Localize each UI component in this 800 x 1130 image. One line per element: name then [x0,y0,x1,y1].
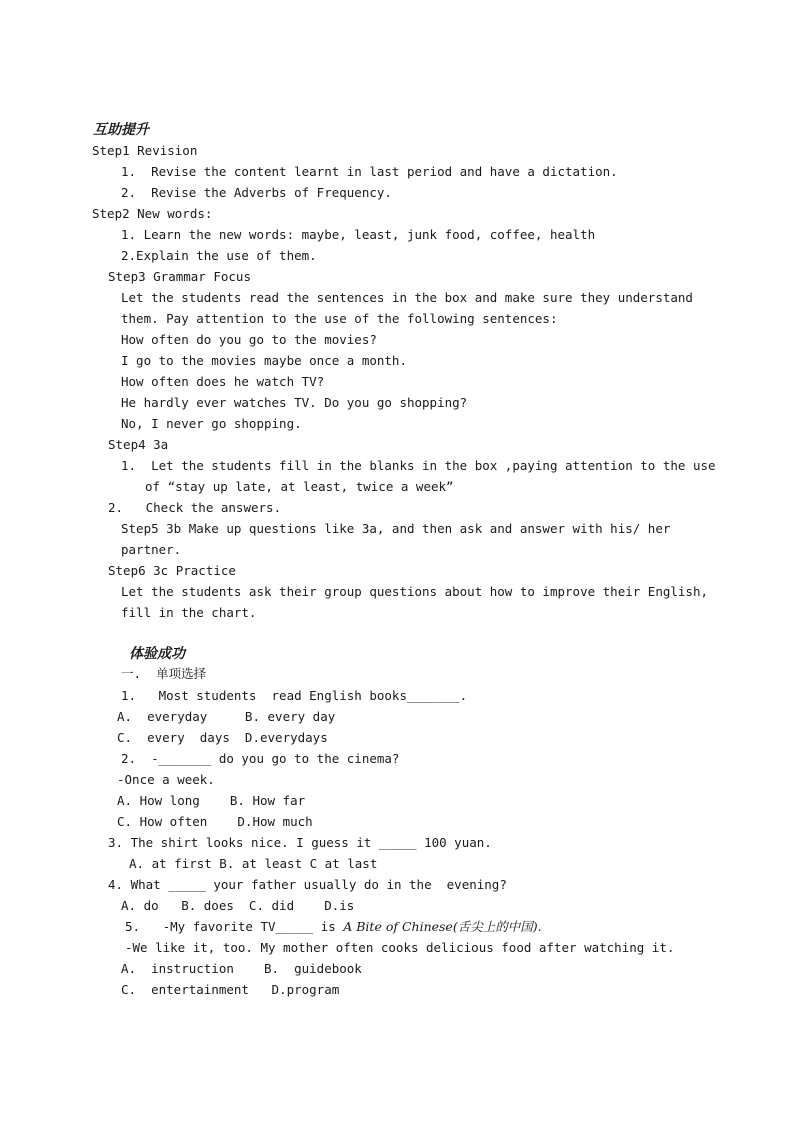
example-sentence: He hardly ever watches TV. Do you go shopping? [121,395,468,410]
step-item: 2. Revise the Adverbs of Frequency. [121,185,392,200]
step-item: 1. Learn the new words: maybe, least, junk food, coffee, health [121,227,596,242]
section-heading: 体验成功 [129,646,185,662]
step-item: 1. Revise the content learnt in last period and have a dictation. [121,164,618,179]
example-sentence: No, I never go shopping. [121,416,302,431]
step-item: 2. Check the answers. [108,500,282,515]
step-text: Let the students read the sentences in the box and make sure they understand [121,290,693,305]
step-heading: Step4 3a [108,437,169,452]
question-reply: -Once a week. [117,772,215,787]
question: 4. What _____ your father usually do in the evening? [108,877,507,892]
example-sentence: How often does he watch TV? [121,374,325,389]
step-text: Let the students ask their group questions about how to improve their English, [121,584,708,599]
step-heading: Step3 Grammar Focus [108,269,251,284]
step-heading: Step5 3b Make up questions like 3a, and then ask and answer with his/ her [121,521,671,536]
question: 2. -_______ do you go to the cinema? [121,751,400,766]
answer-options: C. entertainment D.program [121,982,340,997]
step-heading: Step2 New words: [92,206,213,221]
question [125,919,542,935]
answer-options: A. at first B. at least C at last [129,856,378,871]
step-item: 1. Let the students fill in the blanks in the box ,paying attention to the use [121,458,716,473]
exercise-title: 一. 单项选择 [121,666,207,681]
step-text: them. Pay attention to the use of the following sentences: [121,311,558,326]
step-item: 2.Explain the use of them. [121,248,317,263]
question: 1. Most students read English books_______. [121,688,468,703]
step-item: of “stay up late, at least, twice a week” [145,479,454,494]
example-sentence: I go to the movies maybe once a month. [121,353,407,368]
step-heading: Step6 3c Practice [108,563,236,578]
section-heading: 互助提升 [93,122,149,138]
step-text: fill in the chart. [121,605,257,620]
answer-options: A. How long B. How far [117,793,306,808]
answer-options: A. everyday B. every day [117,709,336,724]
step-heading: Step1 Revision [92,143,198,158]
question: 3. The shirt looks nice. I guess it _____ 100 yuan. [108,835,492,850]
answer-options: C. every days D.everydays [117,730,328,745]
example-sentence: How often do you go to the movies? [121,332,377,347]
answer-options: A. instruction B. guidebook [121,961,362,976]
question-text: 5. -My favorite TV_____ is [125,919,344,934]
answer-options: A. do B. does C. did D.is [121,898,355,913]
step-text: partner. [121,542,182,557]
program-title: A Bite of Chinese(舌尖上的中国). [343,919,542,934]
answer-options: C. How often D.How much [117,814,313,829]
question-reply: -We like it, too. My mother often cooks delicious food after watching it. [125,940,675,955]
